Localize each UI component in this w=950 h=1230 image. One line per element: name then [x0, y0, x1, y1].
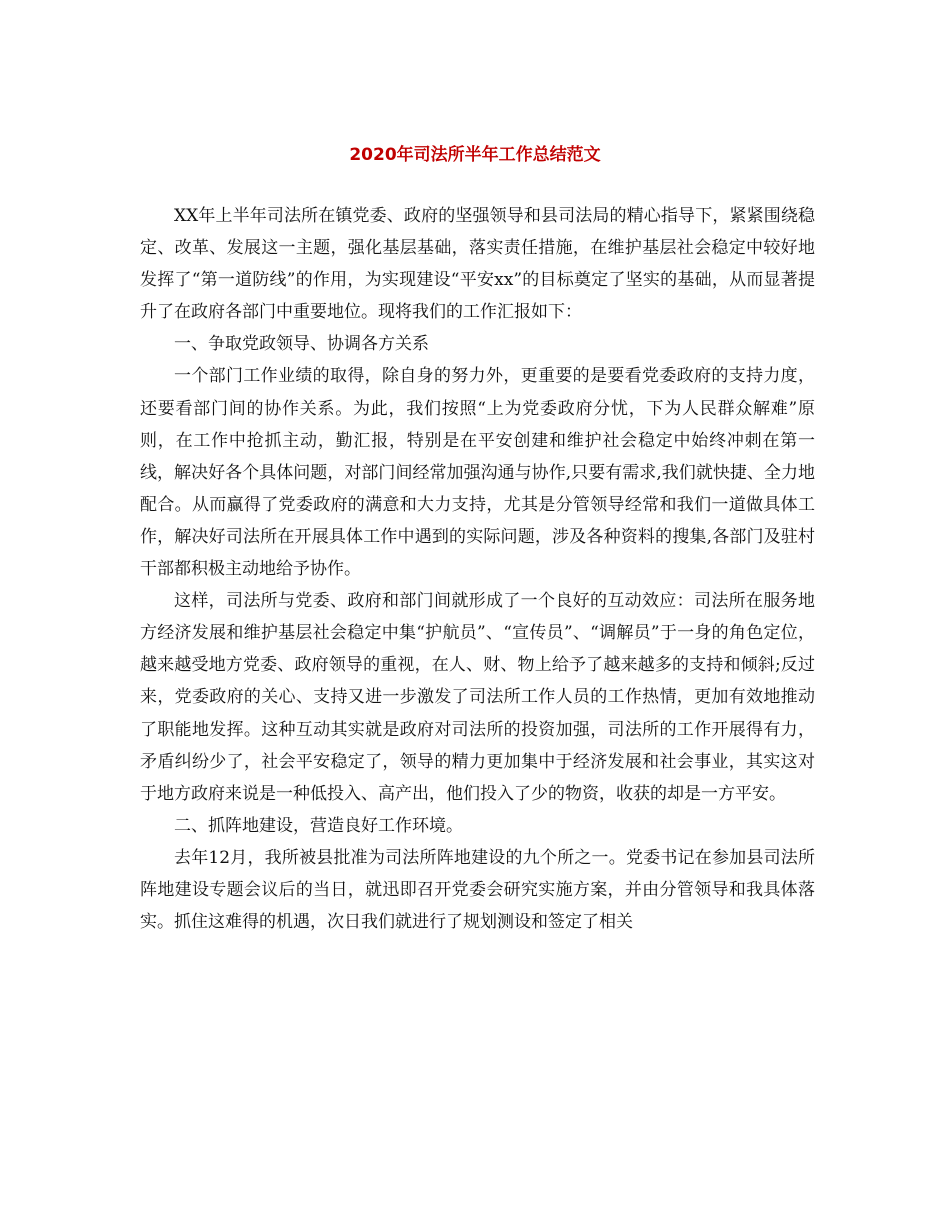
- document-body: [140, 200, 815, 938]
- section-heading-1: 一、争取党政领导、协调各方关系: [174, 334, 429, 355]
- document-title: 2020年司法所半年工作总结范文: [349, 145, 601, 165]
- paragraph-interaction-effect: 这样，司法所与党委、政府和部门间就形成了一个良好的互动效应：司法所在服务地方经济发展和维护基层社会稳定中集“护航员”、“宣传员”、“调解员”于一身的角色定位，越来越受地方党委、政府领导的重视，在人、财、物上给予了越来越多的支持和倾斜;反过来，党委政府的关心、支持又进一步激发了司法所工作人员的工作热情，更加有效地推动了职能地发挥。这种互动其实就是政府对司法所的投资加强，司法所的工作开展得有力，矛盾纠纷少了，社会平安稳定了，领导的精力更加集中于经济发展和社会事业，其实这对于地方政府来说是一种低投入、高产出，他们投入了少的物资，收获的却是一方平安。: [140, 591, 815, 804]
- paragraph-intro: XX年上半年司法所在镇党委、政府的坚强领导和县司法局的精心指导下，紧紧围绕稳定、改革、发展这一主题，强化基层基础，落实责任措施，在维护基层社会稳定中较好地发挥了“第一道防线”的作用，为实现建设“平安xx”的目标奠定了坚实的基础，从而显著提升了在政府各部门中重要地位。现将我们的工作汇报如下：: [140, 206, 815, 323]
- paragraph-section-1: 一个部门工作业绩的取得，除自身的努力外，更重要的是要看党委政府的支持力度，还要看部门间的协作关系。为此，我们按照“上为党委政府分忧，下为人民群众解难”原则，在工作中抢抓主动，勤汇报，特别是在平安创建和维护社会稳定中始终冲刺在第一线，解决好各个具体问题，对部门间经常加强沟通与协作,只要有需求,我们就快捷、全力地配合。从而赢得了党委政府的满意和大力支持，尤其是分管领导经常和我们一道做具体工作，解决好司法所在开展具体工作中遇到的实际问题，涉及各种资料的搜集,各部门及驻村干部都积极主动地给予协作。: [140, 366, 815, 580]
- section-heading-2: 二、抓阵地建设，营造良好工作环境。: [174, 815, 463, 836]
- paragraph-section-2: 去年12月，我所被县批准为司法所阵地建设的九个所之一。党委书记在参加县司法所阵地建设专题会议后的当日，就迅即召开党委会研究实施方案，并由分管领导和我具体落实。抓住这难得的机遇，次日我们就进行了规划测设和签定了相关: [140, 847, 815, 933]
